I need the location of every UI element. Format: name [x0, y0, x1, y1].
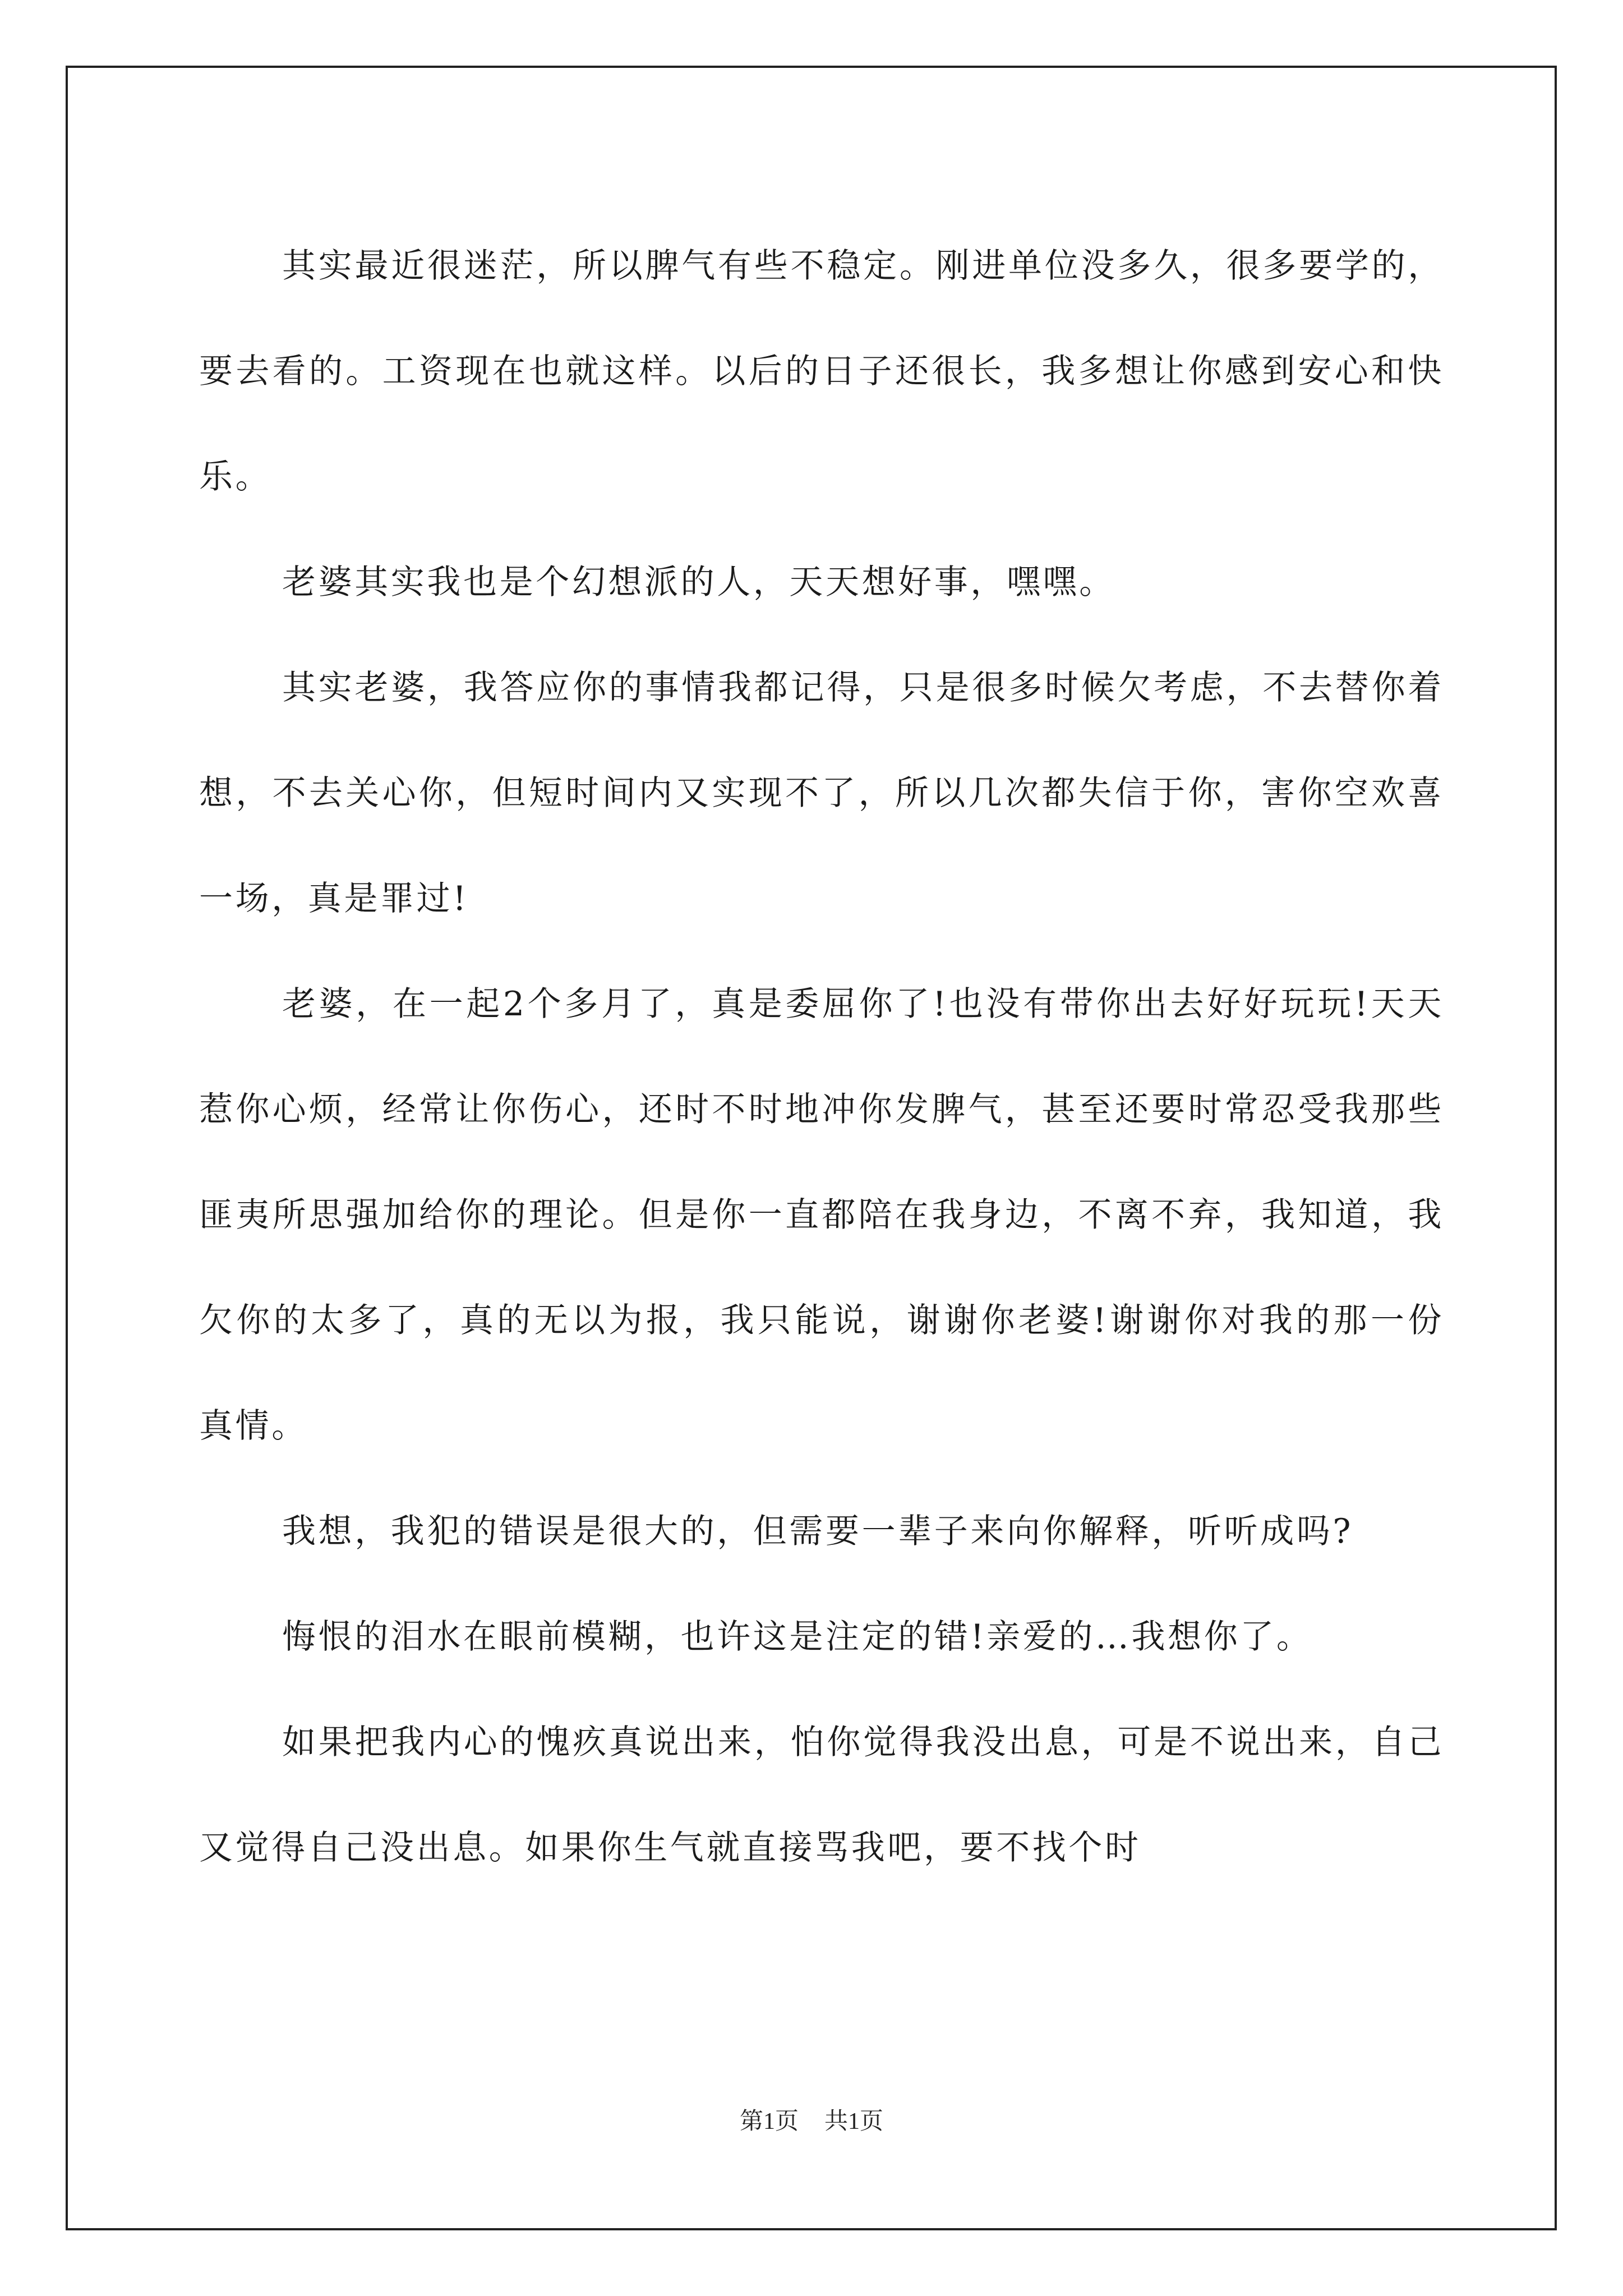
page-number-current: 第1页 — [739, 2109, 799, 2134]
paragraph-3: 其实老婆，我答应你的事情我都记得，只是很多时候欠考虑，不去替你着想，不去关心你，但短时间内又实现不了，所以几次都失信于你，害你空欢喜一场，真是罪过! — [199, 668, 1444, 918]
paragraph-7: 如果把我内心的愧疚真说出来，怕你觉得我没出息，可是不说出来，自己又觉得自己没出息。如果你生气就直接骂我吧，要不找个时 — [199, 1723, 1444, 1867]
paragraph-5: 我想，我犯的错误是很大的，但需要一辈子来向你解释，听听成吗? — [282, 1512, 1354, 1551]
paragraph-1: 其实最近很迷茫，所以脾气有些不稳定。刚进单位没多久，很多要学的，要去看的。工资现在也就这样。以后的日子还很长，我多想让你感到安心和快乐。 — [199, 246, 1444, 496]
page-number-total: 共1页 — [824, 2109, 884, 2134]
paragraph-4: 老婆，在一起2个多月了，真是委屈你了!也没有带你出去好好玩玩!天天惹你心烦，经常让你伤心，还时不时地冲你发脾气，甚至还要时常忍受我那些匪夷所思强加给你的理论。但是你一直都陪在我身边，不离不弃，我知道，我欠你的太多了，真的无以为报，我只能说，谢谢你老婆!谢谢你对我的那一份真情。 — [199, 984, 1444, 1446]
page-footer — [0, 2102, 1623, 2136]
document-body — [199, 213, 1444, 1901]
paragraph-6: 悔恨的泪水在眼前模糊，也许这是注定的错!亲爱的…我想你了。 — [282, 1617, 1313, 1657]
paragraph-2: 老婆其实我也是个幻想派的人，天天想好事，嘿嘿。 — [282, 563, 1115, 602]
